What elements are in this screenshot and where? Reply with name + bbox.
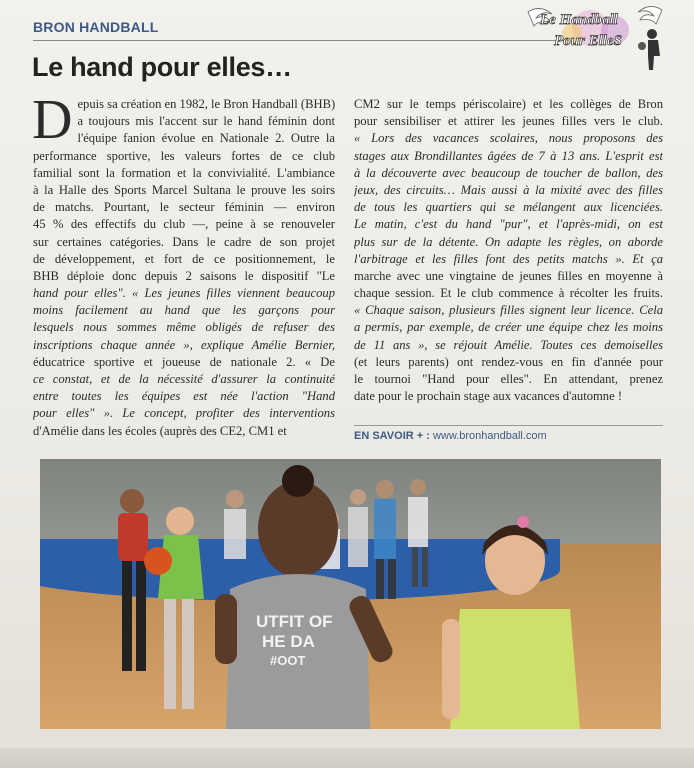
article-text-line: epuis sa création en 1982, le Bron Handball (BHB) — [77, 97, 335, 111]
photo-children-illustration — [40, 459, 661, 729]
article-text-line: CM2 sur le temps périscolaire) et les collèges de Bron — [354, 97, 663, 111]
article-text-line: inscriptions chaque année », explique Amélie Bernier, — [33, 337, 335, 352]
article-text-line: date pour le prochain stage aux vacances d'automne ! — [354, 389, 623, 404]
section-label: BRON HANDBALL — [33, 19, 159, 35]
logo-line-1: Le Handball — [540, 12, 618, 28]
club-logo — [520, 0, 670, 80]
shirt-text-3: #OOT — [270, 653, 306, 668]
article-text-line: chaque session. Et le club commence à récolter les fruits. — [354, 286, 663, 301]
article-text-line: de développement, et fort de ce positionnement, le — [33, 251, 335, 266]
article-text-line: hand pour elles". « Les jeunes filles viennent beaucoup — [33, 286, 335, 301]
article-column-right — [354, 96, 663, 405]
article-text-line: de tous les quartiers qui se mélangent aux licenciées. — [354, 200, 663, 215]
child-green-bib — [144, 507, 204, 709]
child-center-girl — [215, 465, 396, 729]
article-text-line: a permis, par exemple, de créer une équipe chez les moins — [354, 320, 663, 335]
article-text-line: « Chaque saison, plusieurs filles signent leur licence. Cela — [354, 303, 663, 318]
article-text-line: éducatrice sportive et joueuse de nationale 2. « De — [33, 354, 335, 369]
article-text-line: de matchs. Pourtant, le secteur féminin — environ — [33, 200, 335, 215]
child-red-bib — [118, 489, 148, 671]
more-info-url[interactable]: www.bronhandball.com — [432, 430, 547, 442]
column-rule — [354, 425, 663, 426]
more-info-label: EN SAVOIR + : — [354, 430, 430, 442]
article-text-line: familial sont la formation et la convivialité. L'ambiance — [33, 165, 335, 180]
article-text-line: plus sur de la détente. On adapte les règles, on aborde — [354, 234, 663, 249]
more-info — [354, 430, 547, 442]
shirt-text-2: HE DA — [262, 632, 315, 651]
article-text-line: sur certaines catégories. Dans le cadre de son projet — [33, 234, 335, 249]
article-text-line: ce constat, et de la nécessité d'assurer la continuité — [33, 372, 335, 386]
article-text-line: (et leurs parents) ont rendez-vous en fin d'année pour — [354, 354, 663, 369]
section-rule — [33, 40, 568, 41]
article-text-line: BHB déploie donc depuis 2 saisons le dispositif "Le — [33, 268, 335, 283]
wing-right-icon — [638, 6, 662, 24]
article-text-line: jeux, des circuits… Mais aussi à la mixité avec des filles — [354, 182, 663, 197]
article-text-line: pour sensibiliser et attirer les jeunes filles vers le club. — [354, 114, 663, 129]
article-text-line: stages aux Brondillantes âgées de 7 à 13 ans. L'esprit est — [354, 148, 663, 163]
logo-line-2: Pour ElleS — [554, 33, 622, 49]
article-text-line: lesquels nous sommes même obligés de refuser des — [33, 320, 335, 335]
article-text-line: le tournoi "Hand pour elles". En attendant, prenez — [354, 372, 663, 386]
article-text-line: 45 % des effectifs du club —, peine à se renouveler — [33, 217, 335, 232]
article-text-line: « Lors des vacances scolaires, nous proposons des — [354, 131, 663, 146]
article-headline: Le hand pour elles… — [32, 52, 292, 82]
article-text-line: Le matin, c'est du hand "pur", et l'après-midi, on est — [354, 217, 663, 232]
article-text-line: entre toutes les équipes est née l'action "Hand — [33, 389, 335, 404]
shirt-text-1: UTFIT OF — [256, 612, 333, 631]
child-right-girl — [442, 516, 580, 729]
article-text-line: d'Amélie dans les écoles (auprès des CE2, CM1 et — [33, 423, 287, 438]
article-text-line: a toujours mis l'accent sur le hand féminin dont — [77, 114, 335, 129]
article-text-line: moins facilement au hand que les garçons pour — [33, 303, 335, 318]
article-text-line: de 11 ans », se réjouit Amélie. Toutes ces demoiselles — [354, 337, 663, 352]
page-bottom-edge — [0, 748, 694, 768]
article-text-line: performance sportive, les valeurs fortes de ce club — [33, 148, 335, 163]
handball-icon — [144, 547, 172, 575]
player-silhouette-icon — [638, 29, 660, 70]
drop-cap: D — [32, 89, 73, 151]
article-text-line: l'arbitrage et les filles font des petits matchs ». Et ça — [354, 251, 663, 266]
article-photo — [40, 459, 661, 729]
article-column-left — [32, 89, 335, 440]
article-text-line: pour elles" ». Le concept, profiter des interventions — [33, 406, 335, 421]
article-text-line: à la Halle des Sports Marcel Sultana le prouve les soirs — [33, 182, 335, 197]
article-text-line: à la découverte avec beaucoup de toucher de ballon, des — [354, 165, 663, 180]
article-text-line: marche avec une vingtaine de jeunes filles en moyenne à — [354, 268, 663, 283]
article-text-line: l'équipe fanion évolue en Nationale 2. Outre la — [77, 131, 335, 146]
